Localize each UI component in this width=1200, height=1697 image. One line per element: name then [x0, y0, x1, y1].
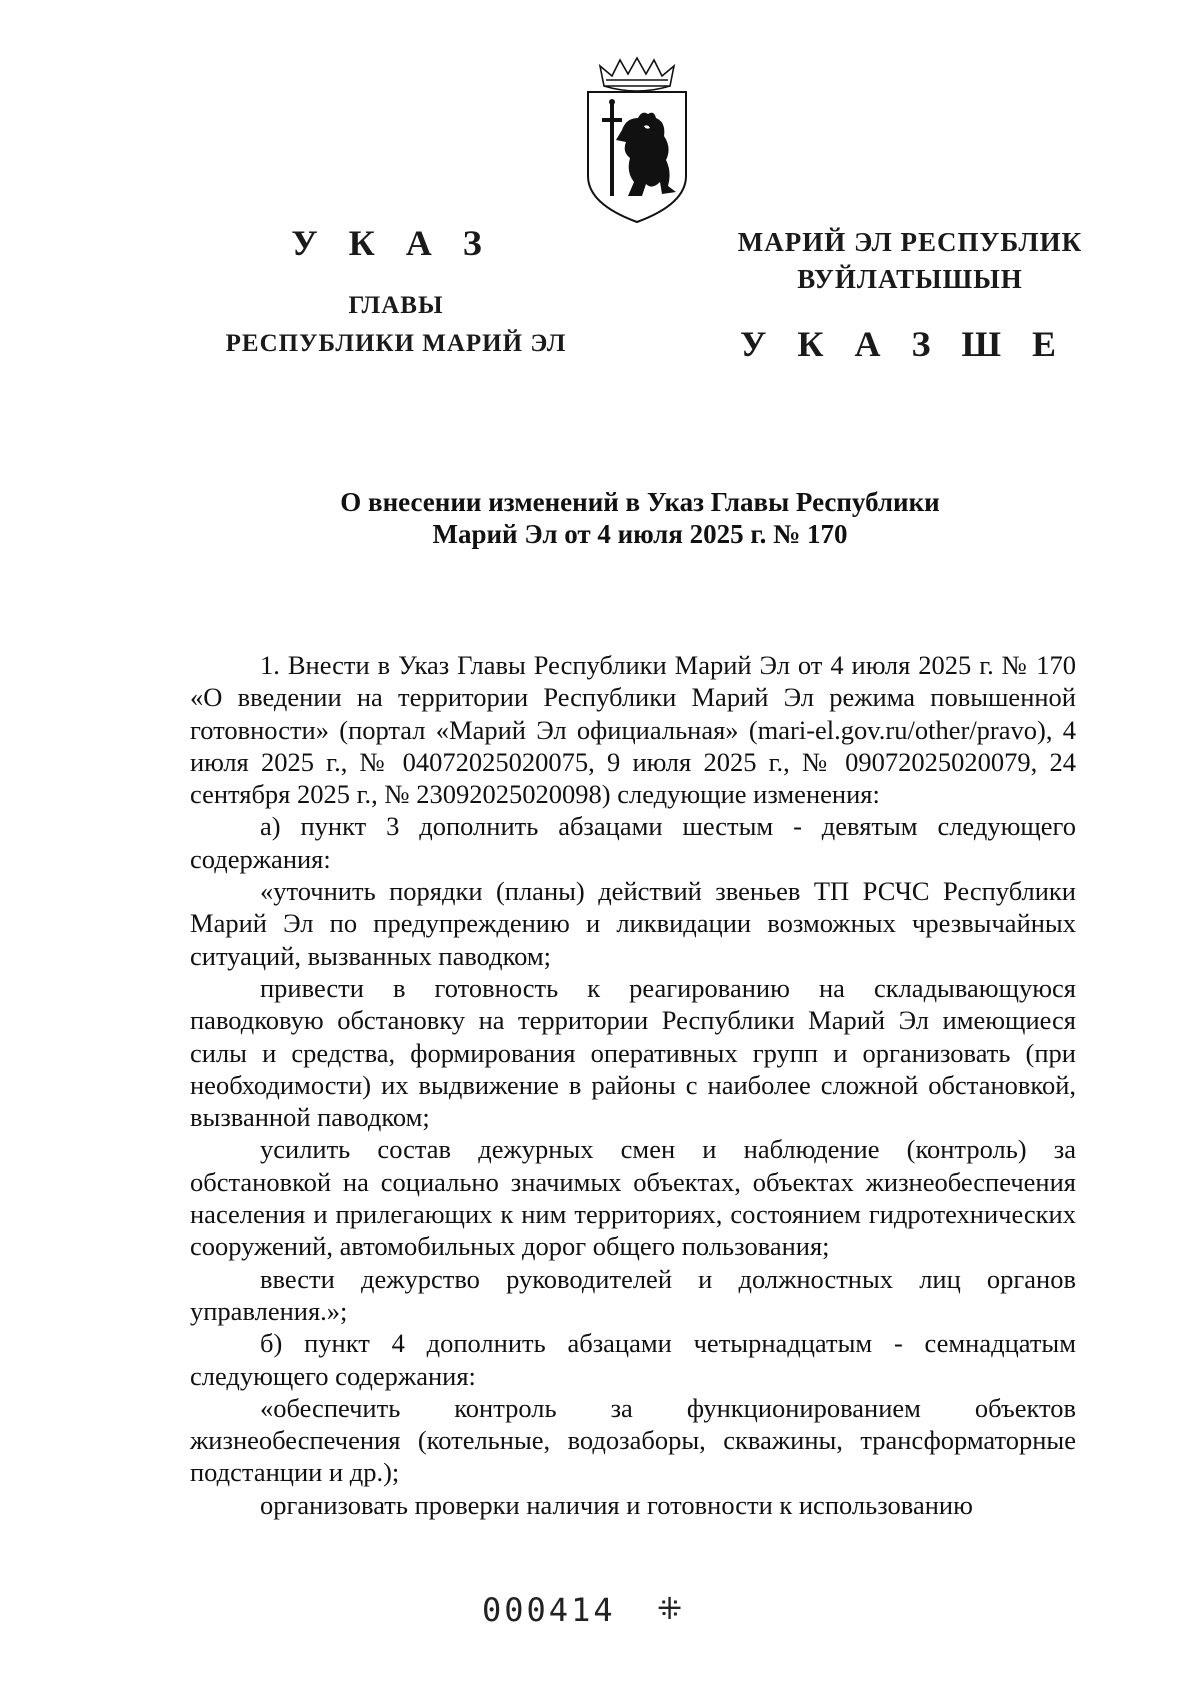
paragraph-2: а) пункт 3 дополнить абзацами шестым - девятым следующего содержания: [190, 811, 1076, 874]
left-header-line2: РЕСПУБЛИКИ МАРИЙ ЭЛ [225, 330, 567, 357]
document-title-line2: Марий Эл от 4 июля 2025 г. № 170 [432, 519, 848, 549]
right-header-line1: МАРИЙ ЭЛ РЕСПУБЛИК [737, 227, 1083, 257]
coat-of-arms-emblem [582, 56, 692, 228]
right-header-line2: ВУЙЛАТЫШЫН [797, 264, 1023, 294]
paragraph-6: ввести дежурство руководителей и должностных лиц органов управления.»; [190, 1263, 1076, 1326]
paragraph-3: «уточнить порядки (планы) действий звеньев ТП РСЧС Республики Марий Эл по предупреждению и ликвидации возможных чрезвычайных ситуаций, вызванных паводком; [190, 876, 1076, 971]
left-header-title: У К А З [291, 223, 493, 263]
left-header-line1: ГЛАВЫ [348, 292, 444, 319]
document-body [190, 649, 1076, 1521]
right-header-title: У К А З Ш Е [740, 324, 1068, 364]
document-title-line1: О внесении изменений в Указ Главы Республики [340, 487, 940, 517]
paragraph-5: усилить состав дежурных смен и наблюдение (контроль) за обстановкой на социально значимых объектах, объектах жизнеобеспечения населения и прилегающих к ним территориях, состоянием гидротехнических сооружений, автомобильных дорог общего пользования; [190, 1134, 1076, 1262]
paragraph-4: привести в готовность к реагированию на складывающуюся паводковую обстановку на территории Республики Марий Эл имеющиеся силы и средства, формирования оперативных групп и организовать (при необходимости) их выдвижение в районы с наиболее сложной обстановкой, вызванной паводком; [190, 972, 1076, 1133]
paragraph-8: «обеспечить контроль за функционированием объектов жизнеобеспечения (котельные, водозаборы, скважины, трансформаторные подстанции и др.); [190, 1392, 1076, 1488]
serial-number: 000414 [482, 1591, 616, 1629]
paragraph-1: 1. Внести в Указ Главы Республики Марий Эл от 4 июля 2025 г. № 170 «О введении на территории Республики Марий Эл режима повышенной готовности» (портал «Марий Эл официальная» (mari-el.gov.ru/other/pravo), 4 июля 2025 г., № 04072025020075, 9 июля 2025 г., № 09072025020079, 24 сентября 2025 г., № 23092025020098) следующие изменения: [190, 650, 1076, 810]
spark-mark-icon: ⁜ [657, 1592, 683, 1627]
paragraph-7: б) пункт 4 дополнить абзацами четырнадцатым - семнадцатым следующего содержания: [190, 1328, 1076, 1391]
paragraph-9: организовать проверки наличия и готовности к использованию [260, 1489, 973, 1520]
document-title [150, 486, 1130, 550]
